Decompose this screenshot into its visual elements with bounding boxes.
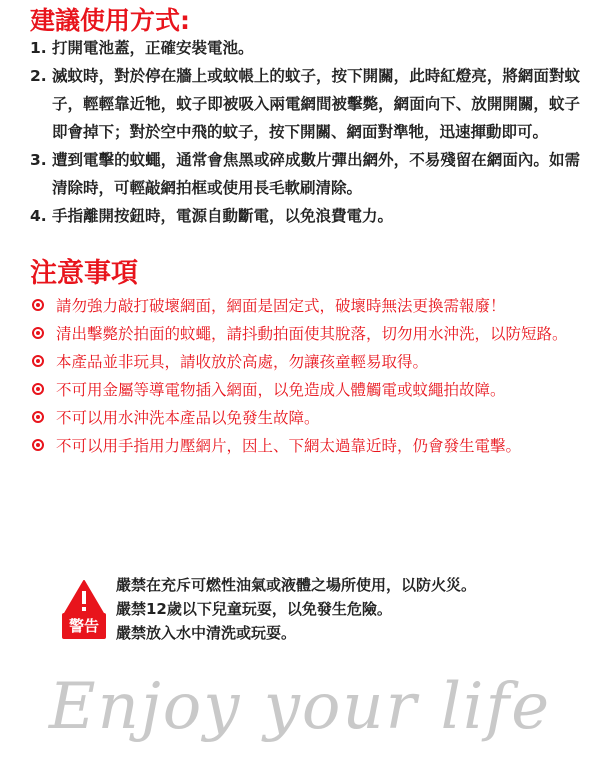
usage-item-number: 4. (30, 207, 47, 225)
warning-line: 嚴禁12歲以下兒童玩耍，以免發生危險。 (116, 600, 392, 618)
usage-item-number: 2. (30, 67, 47, 85)
note-item (30, 348, 580, 376)
usage-item (30, 62, 580, 146)
note-item (30, 292, 580, 320)
warning-box (62, 573, 582, 653)
note-item-text: 請勿強力敲打破壞網面，網面是固定式，破壞時無法更換需報廢！ (56, 297, 506, 315)
signature-text: Enjoy your life (48, 670, 552, 744)
note-item-text: 不可用金屬等導電物插入網面，以免造成人體觸電或蚊繩拍故障。 (56, 381, 506, 399)
warning-triangle-icon (62, 579, 106, 617)
note-item (30, 320, 580, 348)
note-item-text: 本產品並非玩具，請收放於高處，勿讓孩童輕易取得。 (56, 353, 429, 371)
bullseye-bullet-icon (30, 320, 56, 348)
note-item (30, 376, 580, 404)
usage-item (30, 202, 580, 230)
warning-line: 嚴禁放入水中清洗或玩耍。 (116, 624, 297, 642)
usage-item-number: 1. (30, 39, 47, 57)
usage-item-text: 手指離開按鈕時，電源自動斷電，以免浪費電力。 (52, 207, 394, 225)
usage-item (30, 146, 580, 202)
bullseye-bullet-icon (30, 292, 56, 320)
notes-list (30, 292, 580, 460)
usage-item (30, 34, 580, 62)
note-item-text: 不可以用手指用力壓網片，因上、下網太過靠近時，仍會發生電擊。 (56, 437, 522, 455)
note-item (30, 404, 580, 432)
usage-item-text: 打開電池蓋，正確安裝電池。 (52, 39, 254, 57)
bullseye-bullet-icon (30, 348, 56, 376)
warning-lines (116, 573, 576, 645)
enjoy-your-life-signature (0, 650, 600, 760)
usage-item-text: 滅蚊時，對於停在牆上或蚊帳上的蚊子，按下開關，此時紅燈亮，將網面對蚊子，輕輕靠近牠，蚊子即被吸入兩電網間被擊斃，網面向下、放開開關，蚊子即會掉下；對於空中飛的蚊子，按下開關、網面對準牠，迅速揮動即可。 (52, 67, 580, 141)
notes-heading: 注意事項 (30, 258, 138, 289)
usage-item-text: 遭到電擊的蚊蠅，通常會焦黑或碎成數片彈出網外，不易殘留在網面內。如需清除時，可輕敲網拍框或使用長毛軟刷清除。 (52, 151, 580, 197)
note-item (30, 432, 580, 460)
bullseye-bullet-icon (30, 376, 56, 404)
note-item-text: 清出擊斃於拍面的蚊蠅，請抖動拍面使其脫落，切勿用水沖洗，以防短路。 (56, 325, 568, 343)
note-item-text: 不可以用水沖洗本產品以免發生故障。 (56, 409, 320, 427)
bullseye-bullet-icon (30, 432, 56, 460)
warning-badge: 警告 (62, 613, 106, 639)
warning-sign (62, 579, 106, 649)
usage-heading: 建議使用方式: (30, 6, 190, 35)
usage-item-number: 3. (30, 151, 47, 169)
usage-list (30, 34, 580, 230)
bullseye-bullet-icon (30, 404, 56, 432)
warning-line: 嚴禁在充斥可燃性油氣或液體之場所使用，以防火災。 (116, 576, 477, 594)
